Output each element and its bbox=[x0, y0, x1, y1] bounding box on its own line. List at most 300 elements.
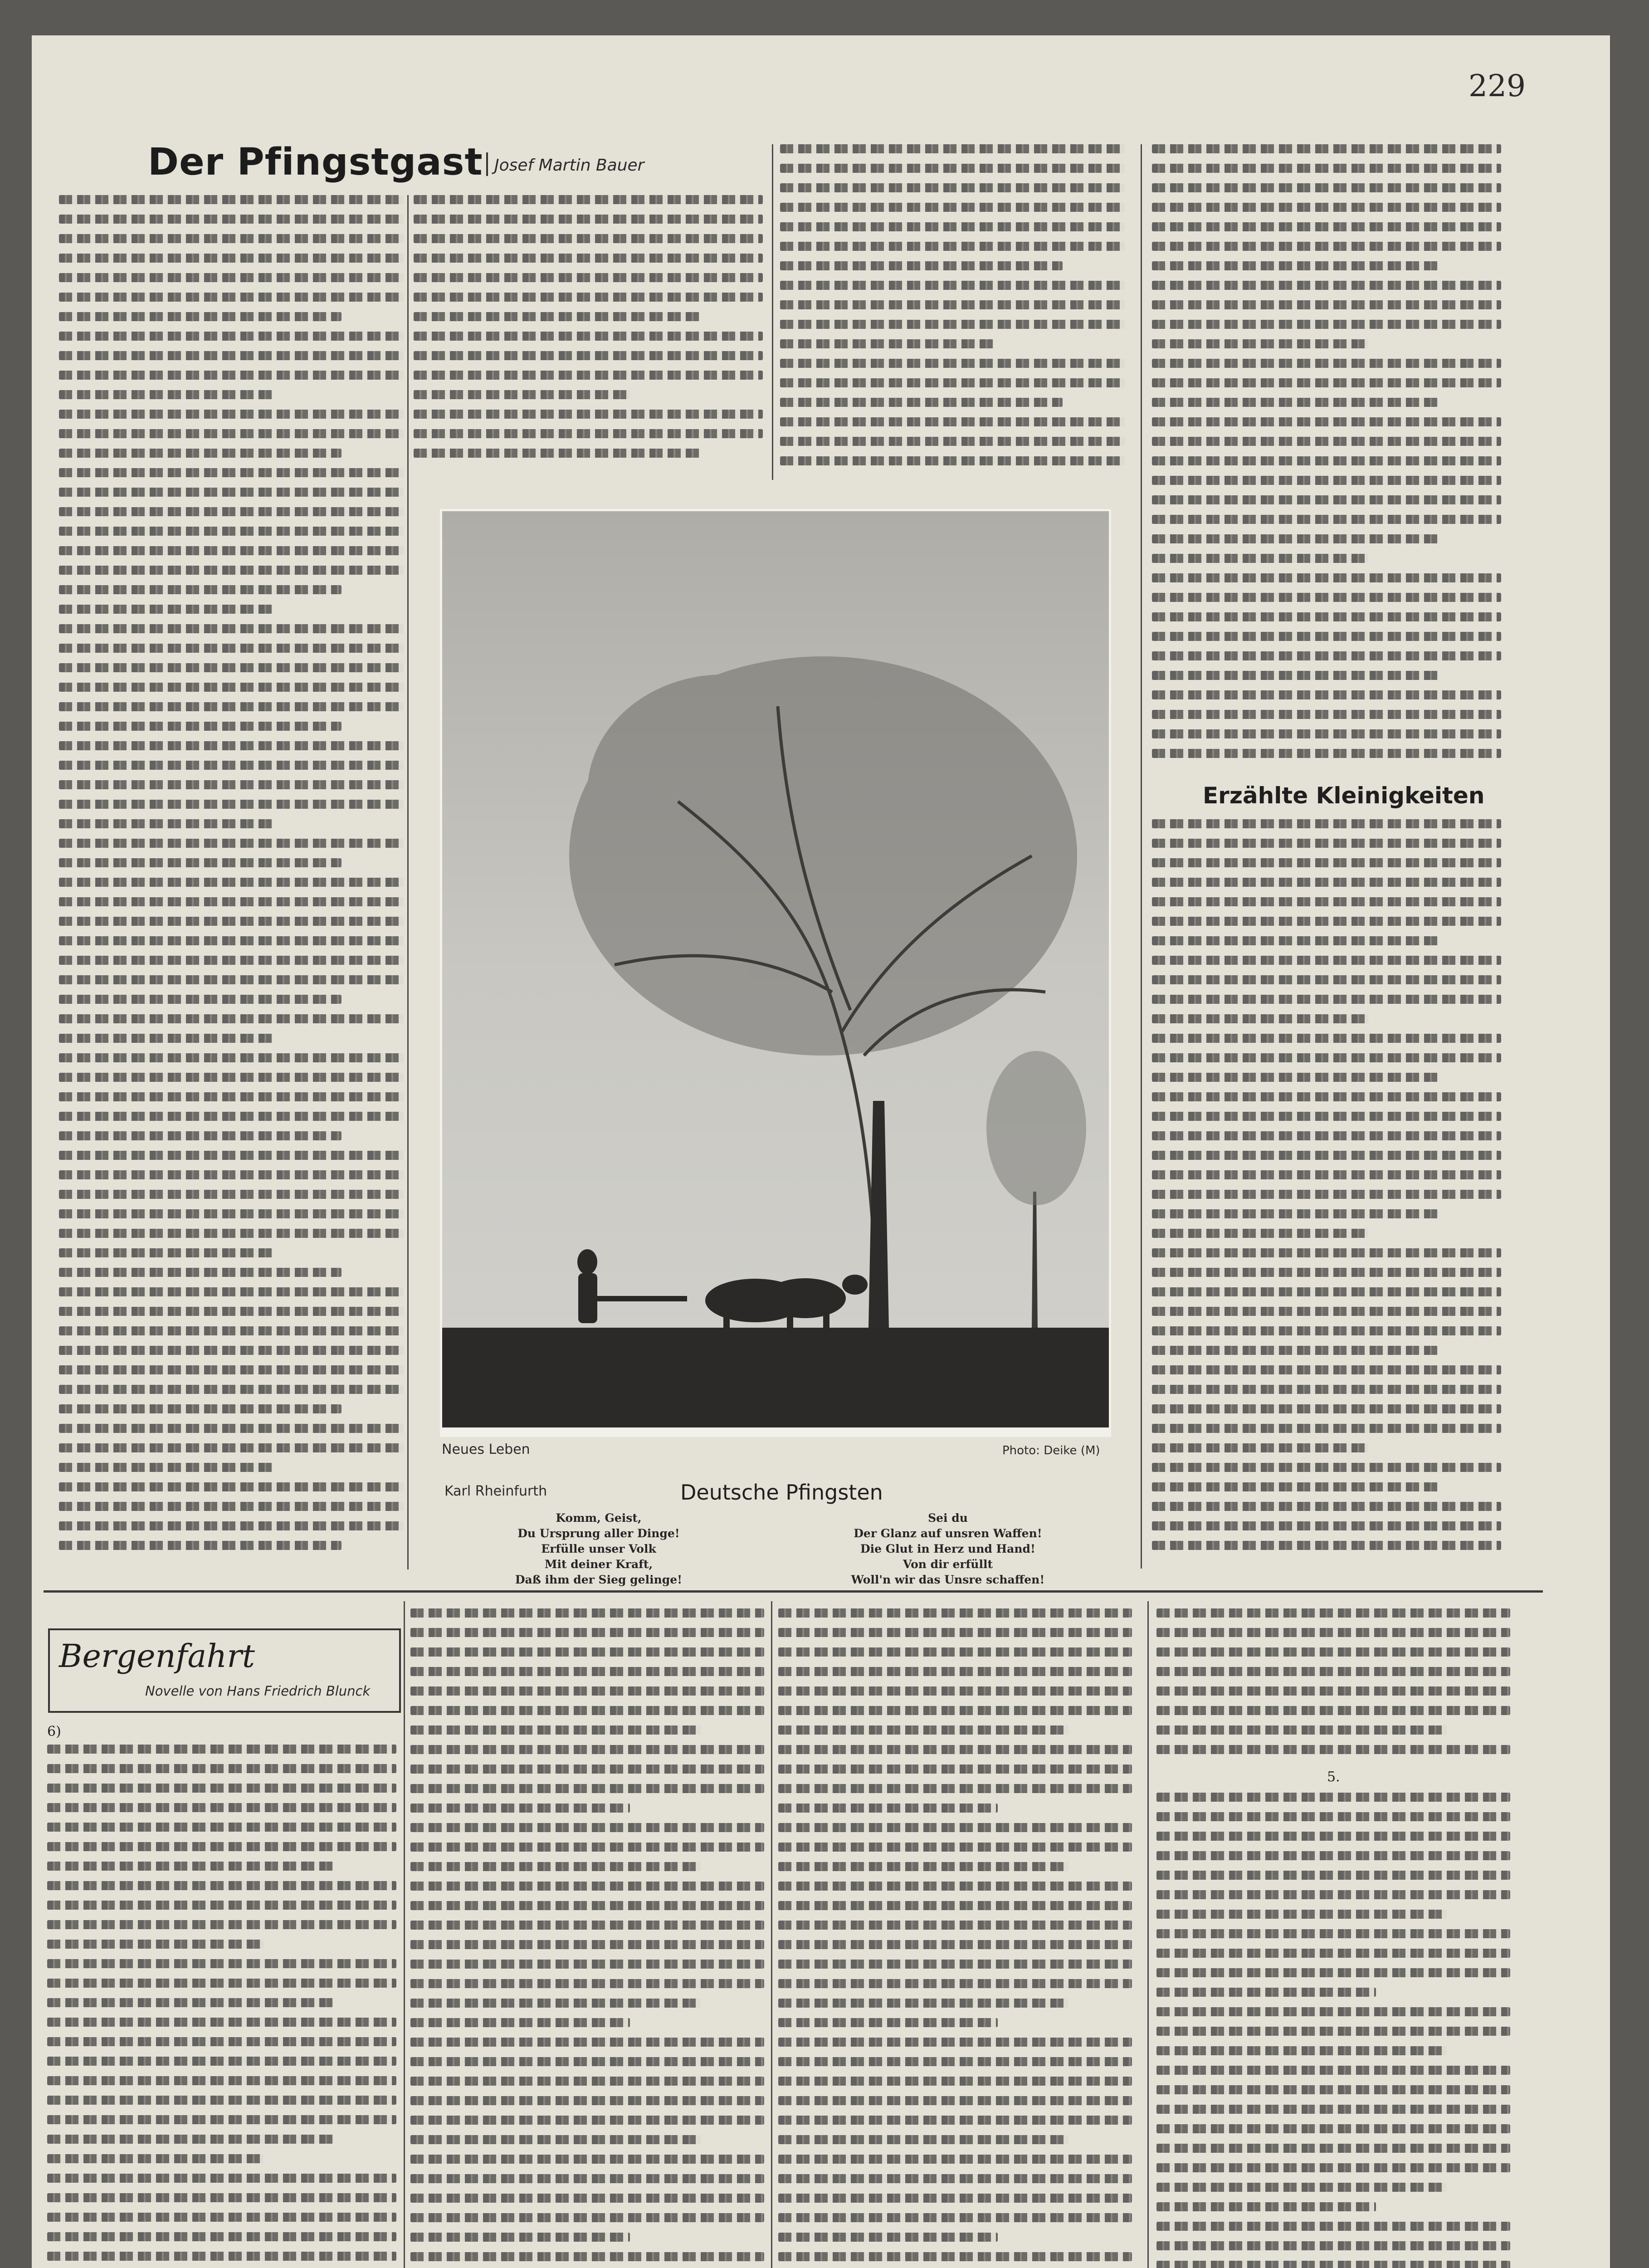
article-subtitle-bergenfahrt: Novelle von Hans Friedrich Blunck bbox=[145, 1683, 371, 1699]
text-line bbox=[59, 644, 404, 653]
text-line bbox=[1152, 1073, 1438, 1082]
pfingstgast-column-3 bbox=[780, 144, 1125, 480]
text-line bbox=[59, 1424, 404, 1433]
text-line bbox=[778, 1608, 1132, 1618]
text-line bbox=[1152, 534, 1438, 543]
text-line bbox=[410, 1725, 701, 1735]
text-line bbox=[1156, 1949, 1510, 1958]
text-line bbox=[410, 1882, 764, 1891]
text-line bbox=[778, 2038, 1132, 2047]
text-line bbox=[1152, 690, 1501, 699]
text-line bbox=[59, 1404, 342, 1413]
text-line bbox=[778, 2174, 1132, 2183]
text-line bbox=[59, 1053, 404, 1062]
text-line bbox=[410, 1706, 764, 1715]
text-line bbox=[1152, 183, 1501, 192]
text-line bbox=[59, 468, 404, 477]
text-line bbox=[414, 273, 763, 282]
text-line bbox=[1152, 320, 1501, 329]
text-line bbox=[59, 1073, 404, 1082]
text-line bbox=[778, 2096, 1132, 2105]
text-line bbox=[59, 351, 404, 360]
text-line bbox=[778, 1686, 1132, 1696]
text-line bbox=[47, 2076, 396, 2085]
text-line bbox=[1156, 1871, 1510, 1880]
text-line bbox=[59, 1463, 273, 1472]
poem-line: Komm, Geist, bbox=[556, 1511, 642, 1525]
text-line bbox=[1156, 2066, 1510, 2075]
text-line bbox=[780, 242, 1125, 251]
text-line bbox=[410, 1647, 764, 1657]
text-line bbox=[59, 800, 404, 809]
text-line bbox=[1152, 222, 1501, 231]
text-line bbox=[410, 2213, 764, 2222]
bergenfahrt-column-4b bbox=[1156, 1793, 1510, 2268]
poem-line: Die Glut in Herz und Hand! bbox=[860, 1542, 1036, 1555]
text-line bbox=[59, 1443, 404, 1452]
text-line bbox=[778, 1745, 1132, 1754]
text-line bbox=[1152, 164, 1501, 173]
text-line bbox=[414, 234, 763, 243]
text-line bbox=[1152, 593, 1501, 602]
text-line bbox=[1156, 2046, 1447, 2055]
text-line bbox=[410, 1960, 764, 1969]
text-line bbox=[59, 429, 404, 438]
text-line bbox=[780, 398, 1063, 407]
text-line bbox=[410, 2174, 764, 2183]
poem-line: Du Ursprung aller Dinge! bbox=[517, 1527, 680, 1540]
poem-line: Sei du bbox=[928, 1511, 968, 1525]
text-line bbox=[47, 2096, 396, 2105]
text-line bbox=[414, 410, 763, 419]
text-line bbox=[1156, 1832, 1510, 1841]
text-line bbox=[410, 1843, 764, 1852]
poem-author: Karl Rheinfurth bbox=[444, 1483, 547, 1499]
text-line bbox=[778, 2194, 1132, 2203]
text-line bbox=[778, 2252, 1132, 2261]
text-line bbox=[1152, 144, 1501, 153]
text-line bbox=[59, 234, 404, 243]
text-line bbox=[1152, 1248, 1501, 1257]
text-line bbox=[414, 254, 763, 263]
text-line bbox=[59, 1365, 404, 1374]
text-line bbox=[1152, 1346, 1438, 1355]
photo-tree-and-plough bbox=[442, 511, 1109, 1427]
text-line bbox=[778, 1804, 998, 1813]
text-line bbox=[47, 1842, 396, 1851]
text-line bbox=[410, 1999, 701, 2008]
text-line bbox=[59, 858, 342, 867]
text-line bbox=[59, 956, 404, 965]
text-line bbox=[59, 371, 404, 380]
poem-line: Daß ihm der Sieg gelinge! bbox=[515, 1573, 683, 1586]
text-line bbox=[59, 1151, 404, 1160]
text-line bbox=[1156, 2222, 1510, 2231]
text-line bbox=[1152, 495, 1501, 504]
text-line bbox=[1152, 1385, 1501, 1394]
text-line bbox=[59, 1170, 404, 1179]
bergenfahrt-title-box bbox=[48, 1628, 401, 1713]
text-line bbox=[59, 761, 404, 770]
text-line bbox=[59, 897, 404, 906]
text-line bbox=[1152, 1521, 1501, 1530]
text-line bbox=[778, 1823, 1132, 1832]
text-line bbox=[47, 1862, 333, 1871]
article-title-bergenfahrt: Bergenfahrt bbox=[59, 1637, 255, 1675]
text-line bbox=[410, 1901, 764, 1910]
text-line bbox=[1156, 2105, 1510, 2114]
text-line bbox=[414, 371, 763, 380]
bergenfahrt-column-2 bbox=[410, 1608, 764, 2268]
text-line bbox=[59, 566, 404, 575]
text-line bbox=[778, 1862, 1068, 1871]
text-line bbox=[1152, 1404, 1501, 1413]
text-line bbox=[47, 2057, 396, 2066]
photo-credit: Photo: Deike (M) bbox=[1002, 1444, 1100, 1457]
text-line bbox=[1152, 1229, 1368, 1238]
text-line bbox=[1152, 1014, 1368, 1023]
text-line bbox=[59, 1326, 404, 1335]
text-line bbox=[59, 1287, 404, 1296]
text-line bbox=[778, 1667, 1132, 1676]
text-line bbox=[59, 975, 404, 984]
pfingstgast-column-2 bbox=[414, 195, 763, 481]
text-line bbox=[778, 2057, 1132, 2066]
page-number: 229 bbox=[1468, 68, 1526, 103]
bergenfahrt-column-3 bbox=[778, 1608, 1132, 2268]
text-line bbox=[1152, 339, 1368, 348]
text-line bbox=[47, 1920, 396, 1929]
text-line bbox=[59, 1112, 404, 1121]
text-line bbox=[780, 261, 1063, 270]
text-line bbox=[780, 300, 1125, 309]
text-line bbox=[1152, 897, 1501, 906]
text-line bbox=[59, 1502, 404, 1511]
text-line bbox=[59, 215, 404, 224]
text-line bbox=[778, 1940, 1132, 1949]
text-line bbox=[1152, 1170, 1501, 1179]
text-line bbox=[1156, 1608, 1510, 1618]
text-line bbox=[47, 1764, 396, 1773]
text-line bbox=[414, 312, 700, 321]
text-line bbox=[1156, 1890, 1510, 1899]
text-line bbox=[1156, 2085, 1510, 2094]
text-line bbox=[59, 1209, 404, 1218]
text-line bbox=[778, 1960, 1132, 1969]
text-line bbox=[778, 1725, 1068, 1735]
text-line bbox=[1156, 1647, 1510, 1657]
text-line bbox=[780, 203, 1125, 212]
text-line bbox=[1152, 261, 1438, 270]
text-line bbox=[410, 1979, 764, 1988]
text-line bbox=[1152, 398, 1438, 407]
text-line bbox=[410, 1765, 764, 1774]
text-line bbox=[1156, 2261, 1510, 2268]
text-line bbox=[410, 1608, 764, 1618]
text-line bbox=[1152, 300, 1501, 309]
text-line bbox=[410, 1745, 764, 1754]
text-line bbox=[1152, 995, 1501, 1004]
text-line bbox=[59, 1541, 342, 1550]
text-line bbox=[1156, 1745, 1510, 1754]
text-line bbox=[59, 410, 404, 419]
text-line bbox=[780, 183, 1125, 192]
column-rule bbox=[771, 1601, 772, 2268]
text-line bbox=[1156, 2144, 1510, 2153]
text-line bbox=[410, 2038, 764, 2047]
text-line bbox=[1156, 2124, 1510, 2133]
text-line bbox=[1152, 858, 1501, 867]
text-line bbox=[410, 2135, 701, 2144]
text-line bbox=[1152, 1463, 1501, 1472]
text-line bbox=[1152, 1482, 1438, 1491]
text-line bbox=[1156, 2163, 1510, 2172]
text-line bbox=[1152, 1092, 1501, 1101]
text-line bbox=[414, 215, 763, 224]
text-line bbox=[59, 1268, 342, 1277]
text-line bbox=[1152, 573, 1501, 582]
text-line bbox=[1156, 1929, 1510, 1938]
text-line bbox=[414, 390, 630, 399]
text-line bbox=[410, 1628, 764, 1637]
text-line bbox=[778, 2018, 998, 2027]
text-line bbox=[59, 488, 404, 497]
column-rule bbox=[404, 1601, 405, 2268]
text-line bbox=[1152, 956, 1501, 965]
text-line bbox=[1152, 710, 1501, 719]
article-title-kleinigkeiten: Erzählte Kleinigkeiten bbox=[1203, 782, 1485, 809]
text-line bbox=[47, 1998, 333, 2007]
text-line bbox=[59, 605, 273, 614]
text-line bbox=[1156, 1910, 1447, 1919]
text-line bbox=[778, 1979, 1132, 1988]
text-line bbox=[1152, 612, 1501, 621]
text-line bbox=[47, 2174, 396, 2183]
text-line bbox=[1152, 975, 1501, 984]
article-title-pfingstgast: Der Pfingstgast bbox=[148, 141, 483, 184]
text-line bbox=[59, 449, 342, 458]
text-line bbox=[1152, 417, 1501, 426]
text-line bbox=[47, 1784, 396, 1793]
text-line bbox=[414, 195, 763, 204]
text-line bbox=[59, 741, 404, 750]
text-line bbox=[1152, 281, 1501, 290]
text-line bbox=[778, 1628, 1132, 1637]
chapter-number: 5. bbox=[1327, 1769, 1340, 1785]
text-line bbox=[778, 1784, 1132, 1793]
text-line bbox=[1152, 819, 1501, 828]
text-line bbox=[59, 254, 404, 263]
text-line bbox=[410, 1823, 764, 1832]
text-line bbox=[47, 2154, 263, 2163]
text-line bbox=[1152, 839, 1501, 848]
title-separator bbox=[486, 152, 488, 176]
text-line bbox=[59, 663, 404, 672]
text-line bbox=[1156, 1988, 1376, 1997]
text-line bbox=[778, 1765, 1132, 1774]
text-line bbox=[47, 2037, 396, 2046]
text-line bbox=[1152, 554, 1368, 563]
text-line bbox=[1156, 1667, 1510, 1676]
text-line bbox=[59, 878, 404, 887]
text-line bbox=[59, 390, 273, 399]
text-line bbox=[410, 1921, 764, 1930]
text-line bbox=[1156, 2007, 1510, 2016]
text-line bbox=[410, 2116, 764, 2125]
text-line bbox=[410, 1940, 764, 1949]
text-line bbox=[780, 456, 1125, 465]
text-line bbox=[1156, 1706, 1510, 1715]
text-line bbox=[59, 839, 404, 848]
text-line bbox=[59, 1248, 273, 1257]
text-line bbox=[47, 1823, 396, 1832]
text-line bbox=[59, 683, 404, 692]
text-line bbox=[1152, 1502, 1501, 1511]
text-line bbox=[778, 1999, 1068, 2008]
text-line bbox=[1156, 1851, 1510, 1860]
text-line bbox=[47, 2018, 396, 2027]
text-line bbox=[780, 222, 1125, 231]
text-line bbox=[59, 1521, 404, 1530]
pfingstgast-column-4 bbox=[1152, 144, 1501, 770]
text-line bbox=[59, 917, 404, 926]
text-line bbox=[1156, 1812, 1510, 1821]
kleinigkeiten-body bbox=[1152, 819, 1501, 1572]
text-line bbox=[778, 1921, 1132, 1930]
text-line bbox=[59, 995, 342, 1004]
text-line bbox=[47, 1979, 396, 1988]
text-line bbox=[778, 2233, 998, 2242]
text-line bbox=[59, 1307, 404, 1316]
poem-line: Erfülle unser Volk bbox=[541, 1542, 656, 1555]
text-line bbox=[1152, 632, 1501, 641]
text-line bbox=[1152, 1131, 1501, 1140]
text-line bbox=[780, 339, 994, 348]
text-line bbox=[47, 1940, 263, 1949]
bergenfahrt-column-4a bbox=[1156, 1608, 1510, 1763]
poem-line: Mit deiner Kraft, bbox=[544, 1558, 653, 1571]
text-line bbox=[780, 359, 1125, 368]
text-line bbox=[59, 293, 404, 302]
text-line bbox=[47, 2232, 396, 2241]
text-line bbox=[1156, 1968, 1510, 1977]
text-line bbox=[778, 2135, 1068, 2144]
poem-line: Der Glanz auf unsren Waffen! bbox=[854, 1527, 1042, 1540]
text-line bbox=[1152, 936, 1438, 945]
text-line bbox=[47, 1803, 396, 1812]
column-rule bbox=[1141, 144, 1142, 1569]
text-line bbox=[59, 819, 273, 828]
text-line bbox=[1152, 1209, 1438, 1218]
text-line bbox=[59, 312, 342, 321]
text-line bbox=[414, 429, 763, 438]
text-line bbox=[410, 1804, 630, 1813]
text-line bbox=[414, 332, 763, 341]
bergenfahrt-column-1 bbox=[47, 1745, 396, 2268]
text-line bbox=[1152, 203, 1501, 212]
text-line bbox=[1152, 1053, 1501, 1062]
text-line bbox=[47, 2115, 396, 2124]
text-line bbox=[1152, 1541, 1501, 1550]
text-line bbox=[1152, 1365, 1501, 1374]
text-line bbox=[780, 281, 1125, 290]
text-line bbox=[47, 2135, 333, 2144]
section-divider bbox=[44, 1590, 1543, 1593]
text-line bbox=[778, 1843, 1132, 1852]
text-line bbox=[59, 780, 404, 789]
text-line bbox=[1152, 1307, 1501, 1316]
text-line bbox=[778, 1901, 1132, 1910]
text-line bbox=[59, 1014, 404, 1023]
text-line bbox=[778, 1882, 1132, 1891]
poem-right-stanza bbox=[834, 1510, 1061, 1588]
text-line bbox=[1152, 1151, 1501, 1160]
text-line bbox=[410, 2057, 764, 2066]
text-line bbox=[410, 1784, 764, 1793]
text-line bbox=[410, 2194, 764, 2203]
text-line bbox=[410, 2077, 764, 2086]
text-line bbox=[59, 546, 404, 555]
poem-title: Deutsche Pfingsten bbox=[680, 1480, 883, 1505]
tree-crown bbox=[569, 656, 1077, 1056]
text-line bbox=[780, 320, 1125, 329]
text-line bbox=[778, 1647, 1132, 1657]
text-line bbox=[1152, 515, 1501, 524]
text-line bbox=[59, 1034, 273, 1043]
text-line bbox=[410, 2155, 764, 2164]
text-line bbox=[47, 2213, 396, 2222]
text-line bbox=[410, 1667, 764, 1676]
article-author-pfingstgast: Josef Martin Bauer bbox=[494, 156, 644, 175]
text-line bbox=[59, 1092, 404, 1101]
text-line bbox=[414, 351, 763, 360]
text-line bbox=[1152, 1424, 1501, 1433]
text-line bbox=[47, 1745, 396, 1754]
text-line bbox=[59, 936, 404, 945]
text-line bbox=[59, 1229, 404, 1238]
text-line bbox=[47, 1881, 396, 1890]
column-rule bbox=[1147, 1601, 1149, 2268]
text-line bbox=[1152, 378, 1501, 387]
text-line bbox=[778, 2116, 1132, 2125]
text-line bbox=[1152, 749, 1501, 758]
text-line bbox=[1156, 2202, 1376, 2211]
text-line bbox=[1152, 1443, 1368, 1452]
text-line bbox=[1152, 671, 1438, 680]
text-line bbox=[780, 378, 1125, 387]
text-line bbox=[1156, 2183, 1447, 2192]
text-line bbox=[414, 449, 700, 458]
text-line bbox=[59, 624, 404, 633]
text-line bbox=[1152, 1034, 1501, 1043]
text-line bbox=[1152, 242, 1501, 251]
text-line bbox=[778, 2213, 1132, 2222]
text-line bbox=[778, 2077, 1132, 2086]
text-line bbox=[59, 527, 404, 536]
text-line bbox=[59, 585, 342, 594]
text-line bbox=[410, 2233, 630, 2242]
text-line bbox=[410, 1862, 701, 1871]
text-line bbox=[778, 2155, 1132, 2164]
text-line bbox=[59, 1346, 404, 1355]
text-line bbox=[1152, 359, 1501, 368]
text-line bbox=[1152, 917, 1501, 926]
text-line bbox=[1156, 1793, 1510, 1802]
text-line bbox=[1152, 1326, 1501, 1335]
text-line bbox=[59, 1385, 404, 1394]
text-line bbox=[59, 702, 404, 711]
text-line bbox=[1152, 456, 1501, 465]
